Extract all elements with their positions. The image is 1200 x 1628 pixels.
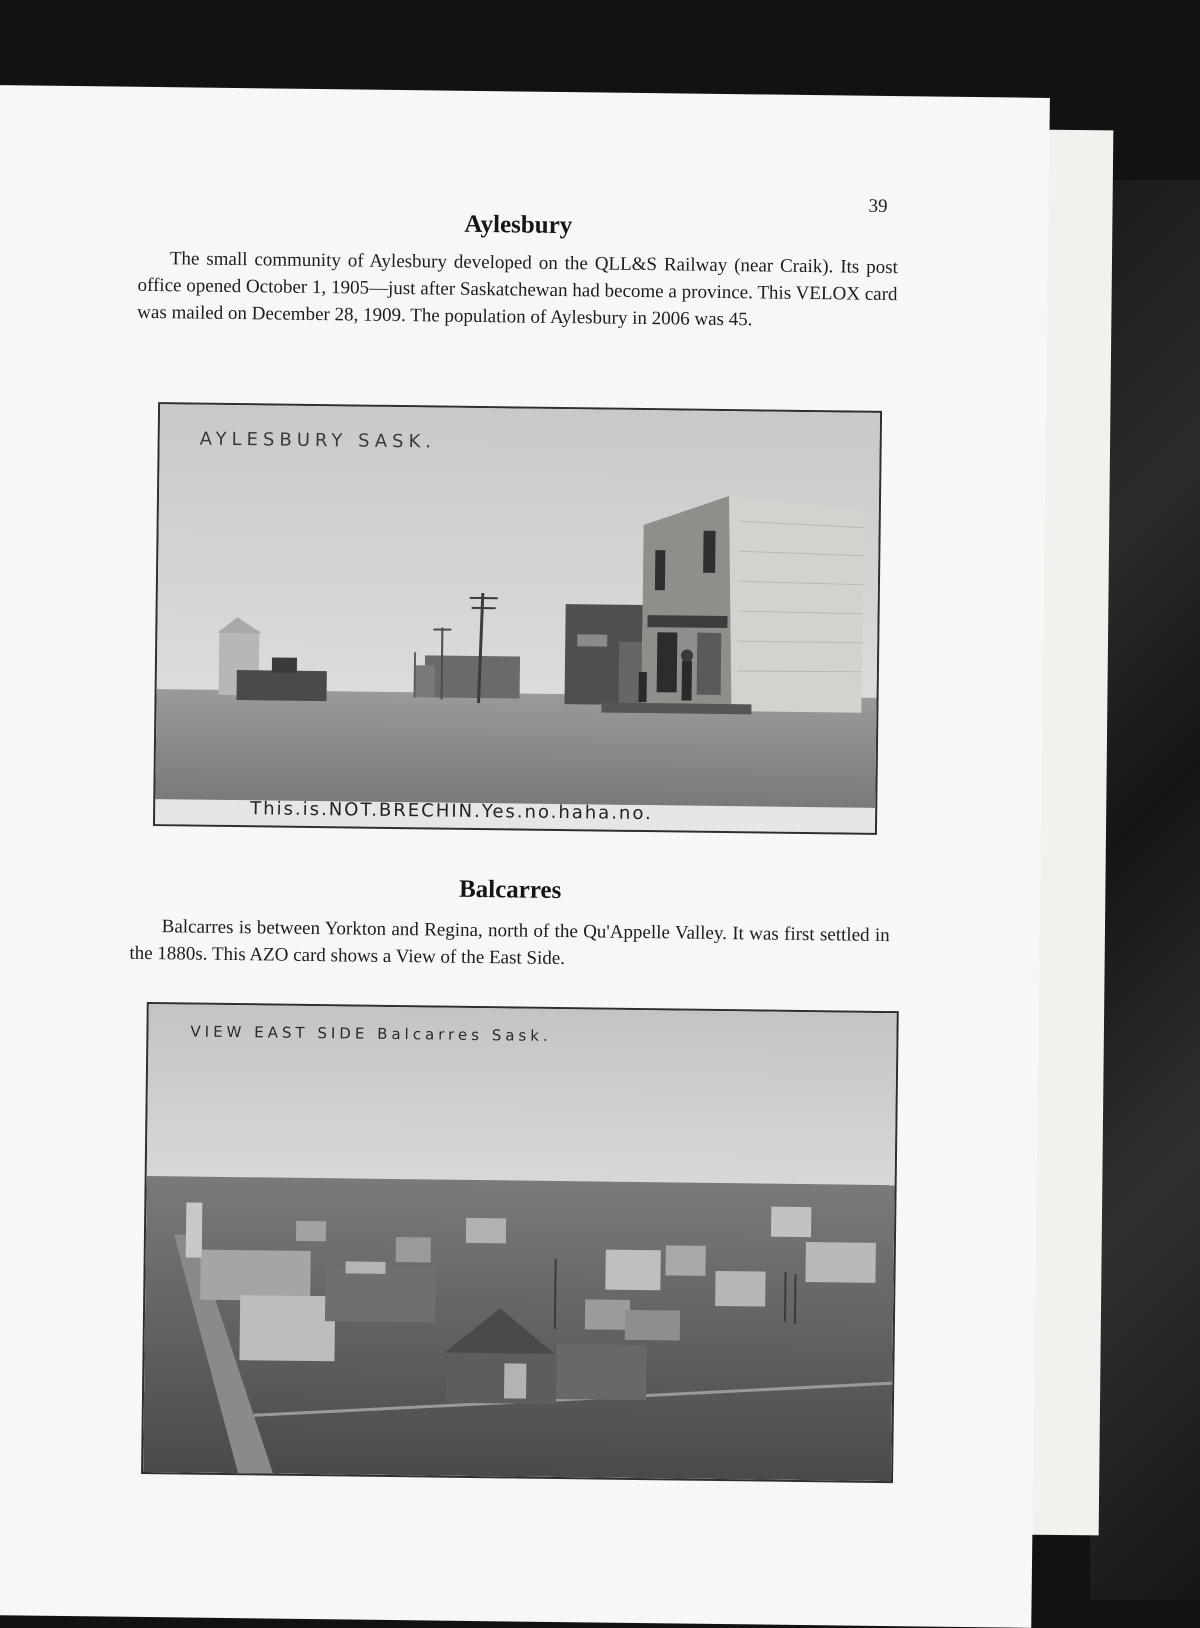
postcard-caption-top: VIEW EAST SIDE Balcarres Sask.	[190, 1023, 552, 1045]
section-body-aylesbury: The small community of Aylesbury developed on the QLL&S Railway (near Craik). Its post office opened October 1, 1905—just after Saskatchewan had become a province. This VELOX card was mailed on December 28, 1909. The population of Aylesbury in 2006 was 45.	[137, 245, 898, 335]
aylesbury-street-photo	[155, 404, 880, 833]
balcarres-town-view-photo	[143, 1004, 897, 1481]
postcard-aylesbury	[153, 402, 882, 835]
postcard-caption-top: AYLESBURY SASK.	[200, 429, 437, 453]
section-title-balcarres: Balcarres	[130, 872, 890, 909]
section-title-aylesbury: Aylesbury	[138, 207, 898, 244]
postcard-balcarres	[141, 1002, 899, 1483]
page-number: 39	[868, 196, 887, 218]
book-page	[0, 85, 1050, 1628]
section-body-balcarres: Balcarres is between Yorkton and Regina, north of the Qu'Appelle Valley. It was first settled in the 1880s. This AZO card shows a View of the East Side.	[129, 913, 890, 976]
postcard-caption-bottom: This.is.NOT.BRECHIN.Yes.no.haha.no.	[250, 798, 653, 824]
